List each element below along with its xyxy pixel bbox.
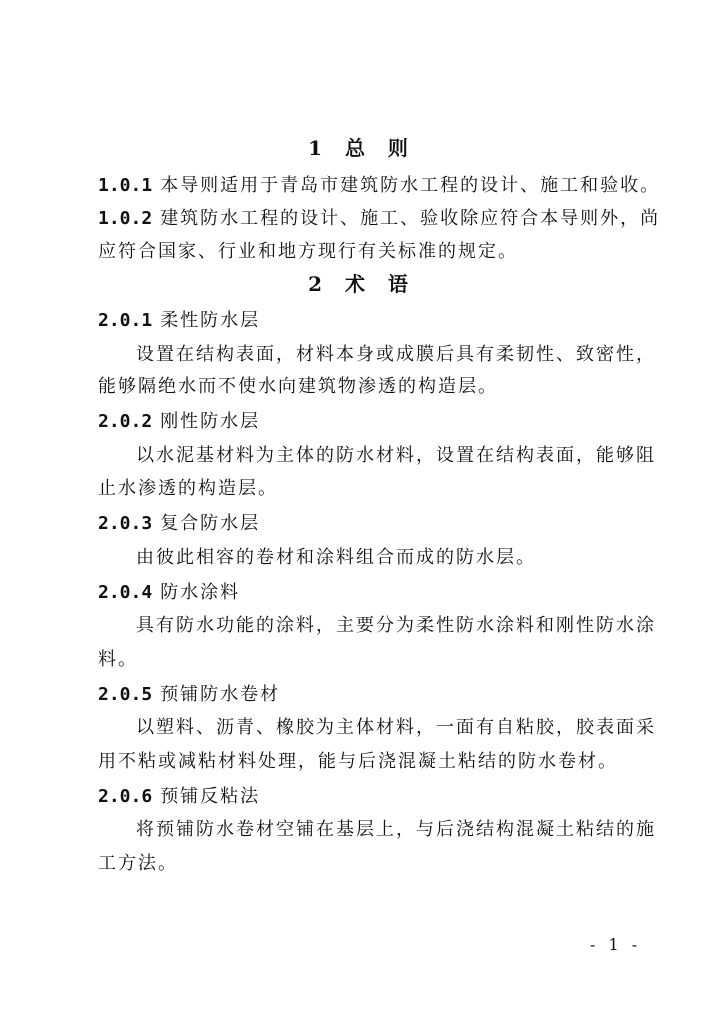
- term-2-0-3-heading: [98, 510, 638, 538]
- clause-1-0-1: [98, 172, 661, 200]
- term-number: 2.0.2: [98, 411, 153, 432]
- term-2-0-4-definition: [136, 612, 656, 640]
- definition-text: 将预铺防水卷材空铺在基层上，与后浇结构混凝土粘结的施: [136, 819, 656, 840]
- clause-text: 建筑防水工程的设计、施工、验收除应符合本导则外，尚: [160, 208, 661, 229]
- definition-text: 设置在结构表面，材料本身或成膜后具有柔韧性、致密性，: [136, 344, 656, 365]
- definition-text: 料。: [98, 649, 138, 670]
- term-name: 预铺反粘法: [160, 786, 261, 807]
- definition-text: 以塑料、沥青、橡胶为主体材料，一面有自粘胶，胶表面采: [136, 717, 656, 738]
- term-name: 防水涂料: [160, 582, 241, 603]
- term-2-0-3-definition: [136, 544, 638, 572]
- term-2-0-2-definition: [136, 442, 656, 470]
- definition-text: 以水泥基材料为主体的防水材料，设置在结构表面，能够阻: [136, 445, 656, 466]
- definition-text: 由彼此相容的卷材和涂料组合而成的防水层。: [136, 547, 536, 568]
- term-2-0-5-definition-cont: [98, 748, 638, 776]
- term-2-0-5-definition: [136, 714, 656, 742]
- clause-text: 本导则适用于青岛市建筑防水工程的设计、施工和验收。: [160, 175, 661, 196]
- page-number: - 1 -: [590, 935, 642, 954]
- term-2-0-1-heading: [98, 307, 638, 335]
- term-2-0-2-heading: [98, 408, 638, 436]
- term-number: 2.0.5: [98, 684, 153, 705]
- chapter-1-title: 1 总 则: [308, 136, 416, 160]
- clause-1-0-2: [98, 205, 661, 233]
- clause-1-0-2-cont: [98, 238, 638, 266]
- definition-text: 能够隔绝水而不使水向建筑物渗透的构造层。: [98, 376, 498, 397]
- term-name: 复合防水层: [160, 513, 261, 534]
- term-name: 刚性防水层: [160, 411, 261, 432]
- term-2-0-4-definition-cont: [98, 646, 638, 674]
- definition-text: 具有防水功能的涂料，主要分为柔性防水涂料和刚性防水涂: [136, 615, 656, 636]
- definition-text: 止水渗透的构造层。: [98, 478, 278, 499]
- term-2-0-2-definition-cont: [98, 475, 638, 503]
- term-2-0-5-heading: [98, 681, 638, 709]
- clause-number: 1.0.2: [98, 208, 153, 229]
- term-2-0-6-definition-cont: [98, 850, 638, 878]
- term-number: 2.0.6: [98, 786, 153, 807]
- clause-number: 1.0.1: [98, 175, 153, 196]
- term-2-0-6-definition: [136, 816, 656, 844]
- term-2-0-6-heading: [98, 783, 638, 811]
- definition-text: 用不粘或减粘材料处理，能与后浇混凝土粘结的防水卷材。: [98, 751, 618, 772]
- term-number: 2.0.1: [98, 310, 153, 331]
- chapter-2-title: 2 术 语: [308, 272, 416, 296]
- definition-text: 工方法。: [98, 853, 178, 874]
- term-number: 2.0.4: [98, 582, 153, 603]
- term-number: 2.0.3: [98, 513, 153, 534]
- term-name: 预铺防水卷材: [160, 684, 281, 705]
- clause-text: 应符合国家、行业和地方现行有关标准的规定。: [98, 241, 518, 262]
- term-name: 柔性防水层: [160, 310, 261, 331]
- term-2-0-4-heading: [98, 579, 638, 607]
- term-2-0-1-definition-cont: [98, 373, 638, 401]
- term-2-0-1-definition: [136, 341, 656, 369]
